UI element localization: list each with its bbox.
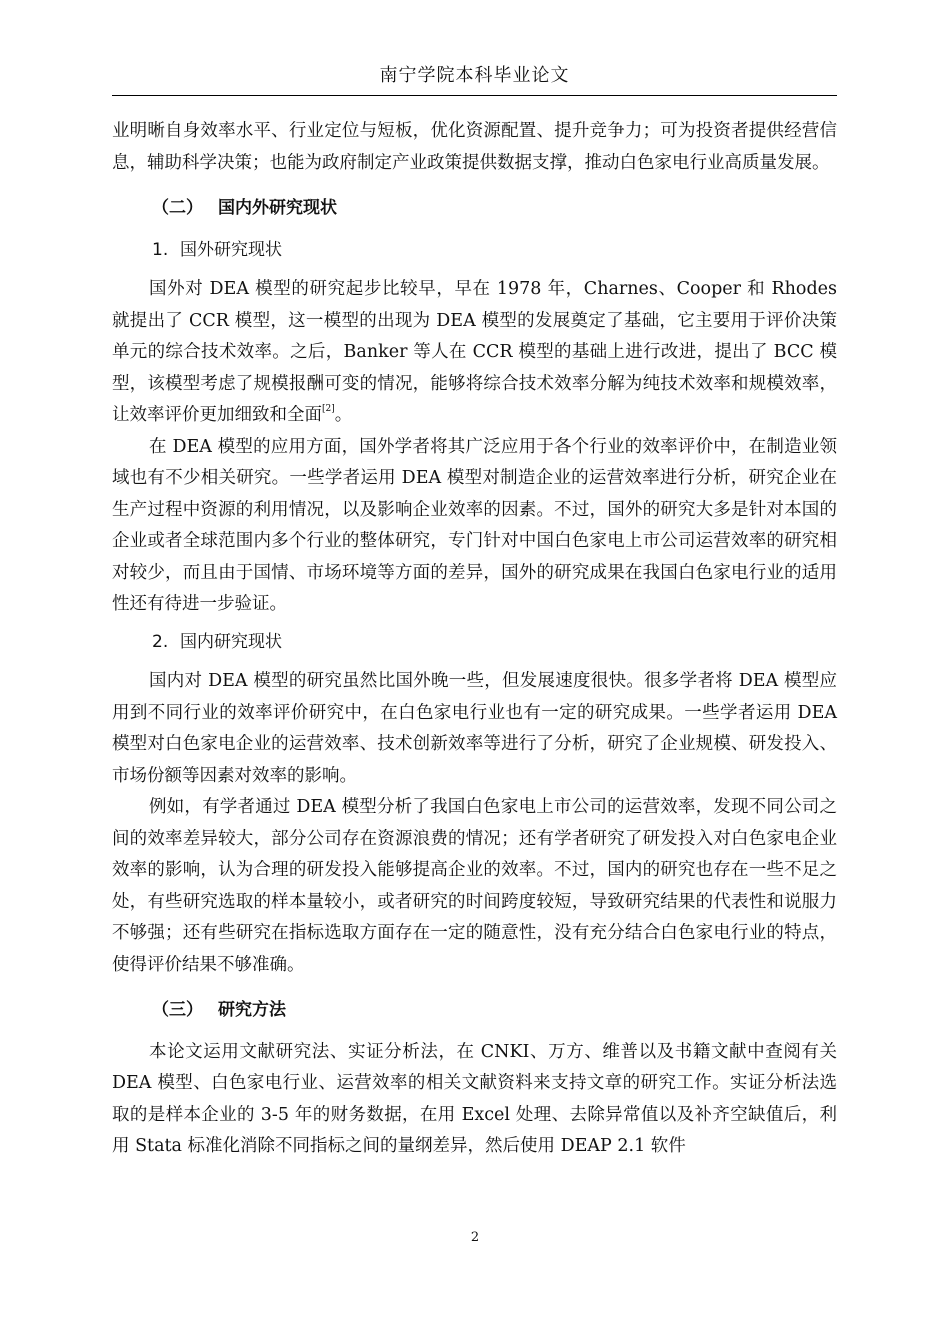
section-number: （三） (152, 1000, 203, 1020)
section-heading-methods (112, 995, 837, 1027)
paragraph-intro-continued: 业明晰自身效率水平、行业定位与短板，优化资源配置、提升竞争力；可为投资者提供经营信息，辅助科学决策；也能为政府制定产业政策提供数据支撑，推动白色家电行业高质量发展。 (112, 121, 837, 173)
page-header: 南宁学院本科毕业论文 (379, 65, 570, 86)
citation-ref: [2] (322, 404, 335, 414)
section-title: 研究方法 (218, 1000, 286, 1020)
subsection-title: 国内研究现状 (180, 631, 282, 652)
subsection-heading-foreign (112, 235, 837, 267)
page-number: 2 (470, 1230, 480, 1245)
paragraph-foreign-2: 在 DEA 模型的应用方面，国外学者将其广泛应用于各个行业的效率评价中，在制造业领域也有不少相关研究。一些学者运用 DEA 模型对制造企业的运营效率进行分析，研究企业在生产过程中资源的利用情况，以及影响企业效率的因素。不过，国外的研究大多是针对本国的企业或者全球范围内多个行业的整体研究，专门针对中国白色家电上市公司运营效率的研究相对较少，而且由于国情、市场环境等方面的差异，国外的研究成果在我国白色家电行业的适用性还有待进一步验证。 (112, 436, 837, 614)
paragraph-methods: 本论文运用文献研究法、实证分析法，在 CNKI、万方、维普以及书籍文献中查阅有关 DEA 模型、白色家电行业、运营效率的相关文献资料来支持文章的研究工作。实证分析法选取的是样本企业的 3-5 年的财务数据，在用 Excel 处理、去除异常值以及补齐空缺值后，利用 Stata 标准化消除不同指标之间的量纲差异，然后使用 DEAP 2.1 软件 (112, 1041, 837, 1156)
section-heading-research-status (112, 193, 837, 225)
section-title: 国内外研究现状 (218, 198, 337, 218)
subsection-number: 2. (152, 631, 169, 652)
section-number: （二） (152, 198, 203, 218)
subsection-title: 国外研究现状 (180, 239, 282, 260)
page-body (112, 116, 837, 1163)
paragraph-domestic-1: 国内对 DEA 模型的研究虽然比国外晚一些，但发展速度很快。很多学者将 DEA 模型应用到不同行业的效率评价研究中，在白色家电行业也有一定的研究成果。一些学者运用 DEA 模型对白色家电企业的运营效率、技术创新效率等进行了分析，研究了企业规模、研发投入、市场份额等因素对效率的影响。 (112, 671, 837, 786)
subsection-number: 1. (152, 239, 169, 260)
paragraph-domestic-2: 例如，有学者通过 DEA 模型分析了我国白色家电上市公司的运营效率，发现不同公司之间的效率差异较大，部分公司存在资源浪费的情况；还有学者研究了研发投入对白色家电企业效率的影响，认为合理的研发投入能够提高企业的效率。不过，国内的研究也存在一些不足之处，有些研究选取的样本量较小，或者研究的时间跨度较短，导致研究结果的代表性和说服力不够强；还有些研究在指标选取方面存在一定的随意性，没有充分结合白色家电行业的特点，使得评价结果不够准确。 (112, 797, 837, 975)
paragraph-text: 国外对 DEA 模型的研究起步比较早，早在 1978 年，Charnes、Cooper 和 Rhodes 就提出了 CCR 模型，这一模型的出现为 DEA 模型的发展奠定了基础，它主要用于评价决策单元的综合技术效率。之后，Banker 等人在 CCR 模型的基础上进行改进，提出了 BCC 模型，该模型考虑了规模报酬可变的情况，能够将综合技术效率分解为纯技术效率和规模效率，让效率评价更加细致和全面 (112, 279, 837, 425)
header-rule (112, 95, 837, 96)
paragraph-foreign-1 (112, 274, 837, 432)
subsection-heading-domestic (112, 627, 837, 659)
paragraph-end: 。 (334, 405, 353, 425)
